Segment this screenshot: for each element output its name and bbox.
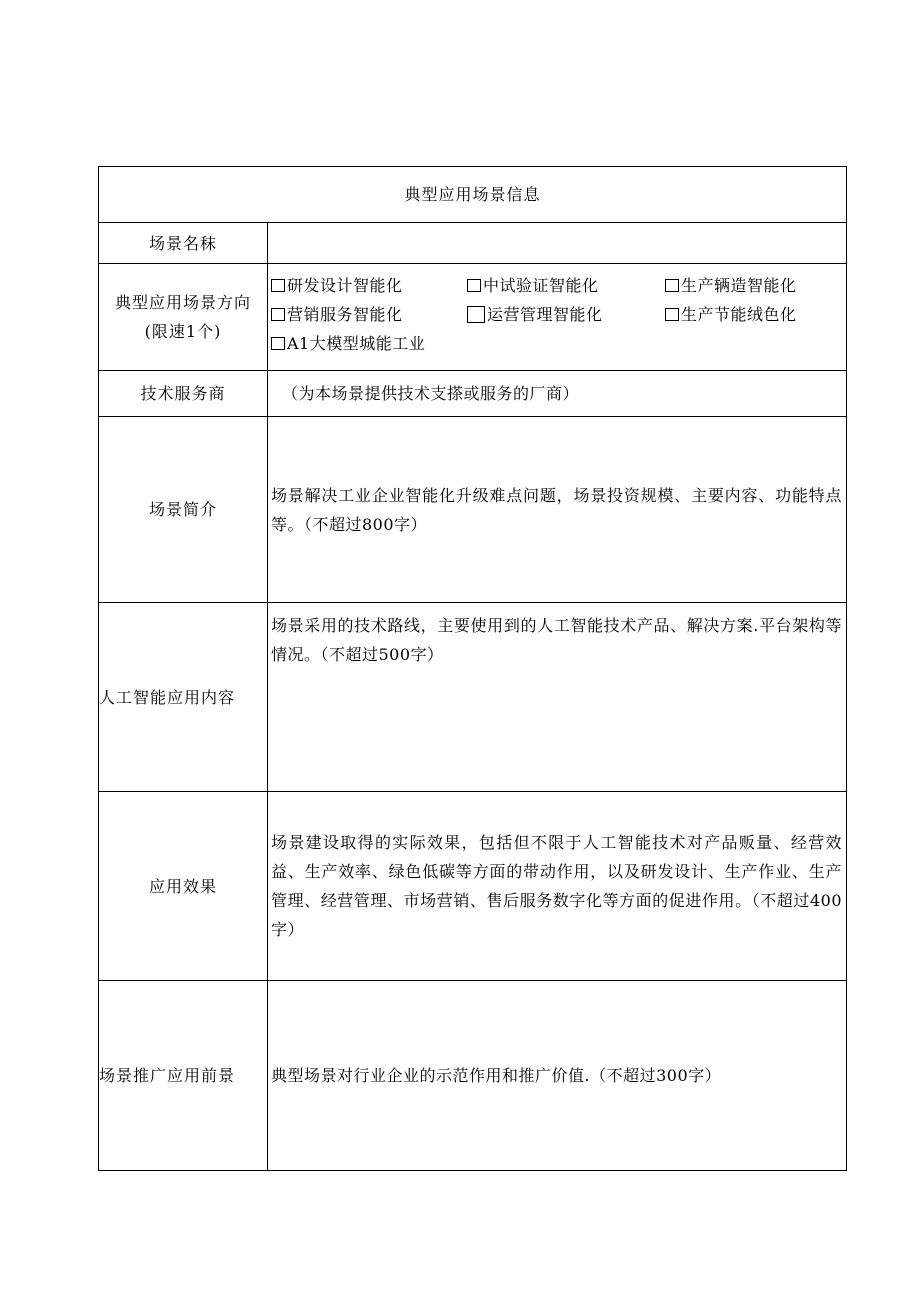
checkbox-icon[interactable] [271,337,285,350]
option-label: A1大模型城能工业 [287,334,426,353]
provider-label: 技术服务商 [99,371,268,417]
ai-content-field[interactable]: 场景采用的技术路线，主要使用到的人工智能技术产品、解决方案.平台架构等情况。（不超过500字） [268,603,847,792]
intro-label: 场景简介 [99,417,268,603]
ai-content-label: 人工智能应用内容 [99,603,268,792]
direction-label [99,264,268,371]
checkbox-icon[interactable] [467,306,485,323]
direction-label-line1: 典型应用场景方向 [114,293,251,312]
option-production-manufacturing[interactable] [665,271,797,300]
form-title: 典型应用场景信息 [99,167,847,223]
option-rd-design[interactable] [271,271,467,300]
intro-field[interactable]: 场景解决工业企业智能化升级难点问题，场景投资规模、主要内容、功能特点等。（不超过800字） [268,417,847,603]
checkbox-icon[interactable] [467,279,481,292]
direction-label-line2: (限速1个) [144,322,222,341]
scenario-info-form [98,166,847,1171]
prospect-field[interactable]: 典型场景对行业企业的示范作用和推广价值.（不超过300字） [268,981,847,1171]
option-label: 营销服务智能化 [287,305,403,324]
direction-options-row-3 [271,329,842,358]
scenario-name-field[interactable] [268,223,847,264]
option-label: 研发设计智能化 [287,276,403,295]
scenario-name-label: 场景名秣 [99,223,268,264]
checkbox-icon[interactable] [665,308,679,321]
effect-label: 应用效果 [99,792,268,981]
option-label: 中试验证智能化 [483,276,599,295]
option-operations-management[interactable] [467,300,665,329]
direction-options-row-1 [271,271,842,300]
option-energy-saving-green[interactable] [665,300,797,329]
option-label: 运营管理智能化 [487,305,603,324]
option-marketing-service[interactable] [271,300,467,329]
option-label: 生产辆造智能化 [681,276,797,295]
direction-options-row-2 [271,300,842,329]
checkbox-icon[interactable] [665,279,679,292]
provider-field[interactable]: （为本场景提供技术支搽或服务的厂商） [268,371,847,417]
option-ai-large-model[interactable] [271,329,425,358]
checkbox-icon[interactable] [271,279,285,292]
direction-options [268,264,847,371]
prospect-label: 场景推广应用前景 [99,981,268,1171]
option-label: 生产节能绒色化 [681,305,797,324]
effect-field[interactable]: 场景建设取得的实际效果，包括但不限于人工智能技术对产品贩量、经营效益、生产效率、绿色低碳等方面的带动作用，以及研发设计、生产作业、生产管理、经营管理、市场营销、售后服务数字化等方面的促进作用。（不超过400字） [268,792,847,981]
checkbox-icon[interactable] [271,308,285,321]
option-pilot-verification[interactable] [467,271,665,300]
